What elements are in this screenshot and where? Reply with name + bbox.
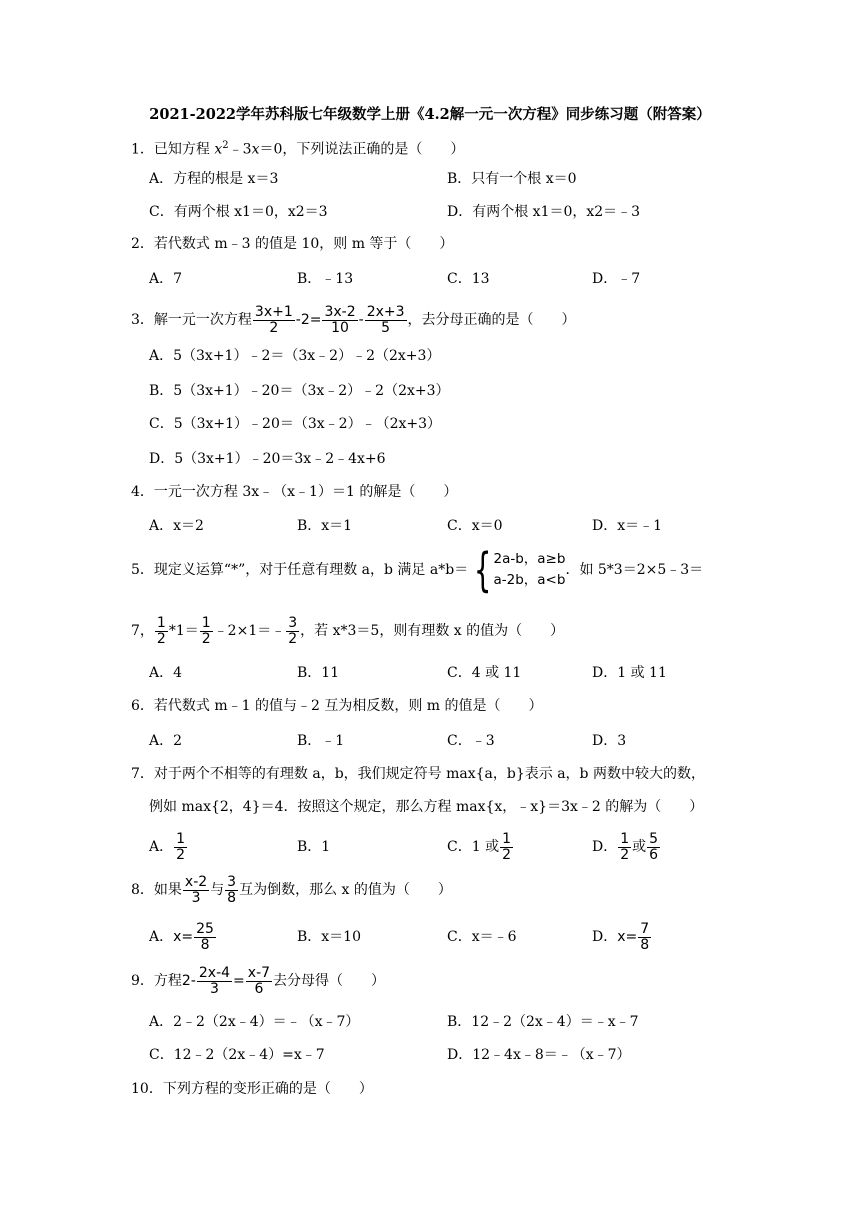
fraction: $\frac{2x+3}{5}$ [366,303,405,336]
question-9-option-d[interactable]: D．12﹣4x﹣8＝﹣（x﹣7） [447,1047,631,1063]
fraction: $\frac{1}{2}$ [156,614,166,647]
question-4-option-a[interactable]: A．x＝2 [149,518,204,534]
fraction: $\frac{5}{6}$ [649,830,659,863]
question-4-stem: 4．一元一次方程 3x﹣（x﹣1）＝1 的解是（ ） [131,484,458,500]
question-9-option-c[interactable]: C．12﹣2（2x﹣4）=x﹣7 [149,1047,325,1063]
question-10-stem: 10．下列方程的变形正确的是（ ） [131,1081,373,1097]
question-3-option-b[interactable]: B．5（3x+1）﹣20＝（3x﹣2）﹣2（2x+3） [149,383,450,399]
question-7-option-b[interactable]: B．1 [297,839,331,855]
question-2-option-d[interactable]: D．﹣7 [592,271,641,287]
question-7-stem: 7．对于两个不相等的有理数 a，b，我们规定符号 max{a，b}表示 a，b 两数中较大的数， [131,766,705,782]
question-2-option-c[interactable]: C．13 [447,271,490,287]
question-8-stem: 8．如果 $\frac{x-2}{3}$ 与 $\frac{3}{8}$ 互为倒数，那么 x 的值为（ ） [131,873,452,906]
question-5-option-b[interactable]: B．11 [297,665,340,681]
question-9-stem: 9．方程2- $\frac{2x-4}{3}$ = $\frac{x-7}{6}$ 去分母得（ ） [131,964,386,997]
fraction: $\frac{1}{2}$ [502,830,511,863]
question-3-option-c[interactable]: C．5（3x+1）﹣20＝（3x﹣2）﹣（2x+3） [149,416,442,432]
question-3-option-d[interactable]: D．5（3x+1）﹣20＝3x﹣2﹣4x+6 [149,451,386,467]
question-5-option-d[interactable]: D．1 或 11 [592,665,667,681]
fraction: $\frac{x-7}{6}$ [247,964,271,997]
question-3-option-a[interactable]: A．5（3x+1）﹣2＝（3x﹣2）﹣2（2x+3） [149,348,441,364]
question-6-option-c[interactable]: C．﹣3 [447,733,495,749]
question-1-stem: 1．已知方程 $x^2﹣3x=0$，下列说法正确的是（ ） [131,140,465,158]
question-4-option-d[interactable]: D．x＝﹣1 [592,518,663,534]
question-4-option-c[interactable]: C．x＝0 [447,518,503,534]
question-8-option-a[interactable]: A．x= $\frac{25}{8}$ [149,920,214,953]
fraction: $\frac{7}{8}$ [640,920,650,953]
fraction: $\frac{1}{2}$ [201,614,211,647]
question-1-option-b[interactable]: B．只有一个根 x＝0 [447,171,577,187]
question-8-option-c[interactable]: C．x＝﹣6 [447,929,517,945]
question-6-option-a[interactable]: A．2 [149,733,183,749]
question-5-stem: 5．现定义运算“*”，对于任意有理数 a，b 满足 a*b＝ { 2a-b，a≥b a-2b，a<b ．如 5*3＝2×5﹣3＝ [131,543,704,597]
fraction: $\frac{x-2}{3}$ [184,873,208,906]
fraction: $\frac{2x-4}{3}$ [198,964,231,997]
question-7-option-a[interactable]: A． $\frac{1}{2}$ [149,830,186,863]
question-7-option-d[interactable]: D． $\frac{1}{2}$ 或 $\frac{5}{6}$ [592,830,659,863]
question-2-option-a[interactable]: A．7 [149,271,183,287]
fraction: $\frac{25}{8}$ [196,920,214,953]
document-title: 2021-2022学年苏科版七年级数学上册《4.2解一元一次方程》同步练习题（附答案） [149,106,711,123]
question-6-option-b[interactable]: B．﹣1 [297,733,345,749]
question-5-option-c[interactable]: C．4 或 11 [447,665,522,681]
fraction: $\frac{3}{8}$ [227,873,237,906]
fraction: $\frac{3}{2}$ [288,614,298,647]
question-8-option-b[interactable]: B．x＝10 [297,929,361,945]
piecewise-definition: { 2a-b，a≥b a-2b，a<b [474,543,566,597]
question-3-stem: 3．解一元一次方程 $\frac{3x+1}{2}$ -2= $\frac{3x-2}{10}$ - $\frac{2x+3}{5}$ ，去分母正确的是（ ） [131,303,576,336]
fraction: $\frac{3x+1}{2}$ [254,303,293,336]
question-1-option-a[interactable]: A．方程的根是 x＝3 [149,171,279,187]
question-7-option-c[interactable]: C．1 或 $\frac{1}{2}$ [447,830,511,863]
question-5-option-a[interactable]: A．4 [149,665,183,681]
question-2-option-b[interactable]: B．﹣13 [297,271,354,287]
question-7-stem-line-2: 例如 max{2，4}＝4．按照这个规定，那么方程 max{x，﹣x}＝3x﹣2 的解为（ ） [149,799,704,815]
fraction: $\frac{1}{2}$ [620,830,630,863]
fraction: $\frac{1}{2}$ [176,830,186,863]
question-2-stem: 2．若代数式 m﹣3 的值是 10，则 m 等于（ ） [131,236,454,252]
fraction: $\frac{3x-2}{10}$ [324,303,356,336]
question-9-option-a[interactable]: A．2﹣2（2x﹣4）＝﹣（x﹣7） [149,1014,360,1030]
question-1-option-c[interactable]: C．有两个根 x1＝0，x2＝3 [149,204,328,220]
question-4-option-b[interactable]: B．x＝1 [297,518,353,534]
question-5-stem-line-2: 7， $\frac{1}{2}$ *1＝ $\frac{1}{2}$ ﹣2×1＝﹣ $\frac{3}{2}$ ，若 x*3＝5，则有理数 x 的值为（ ） [131,614,565,647]
question-6-option-d[interactable]: D．3 [592,733,627,749]
question-6-stem: 6．若代数式 m﹣1 的值与﹣2 互为相反数，则 m 的值是（ ） [131,698,543,714]
question-9-option-b[interactable]: B．12﹣2（2x﹣4）＝﹣x﹣7 [447,1014,639,1030]
question-8-option-d[interactable]: D．x= $\frac{7}{8}$ [592,920,650,953]
question-1-option-d[interactable]: D．有两个根 x1＝0，x2＝﹣3 [447,204,641,220]
